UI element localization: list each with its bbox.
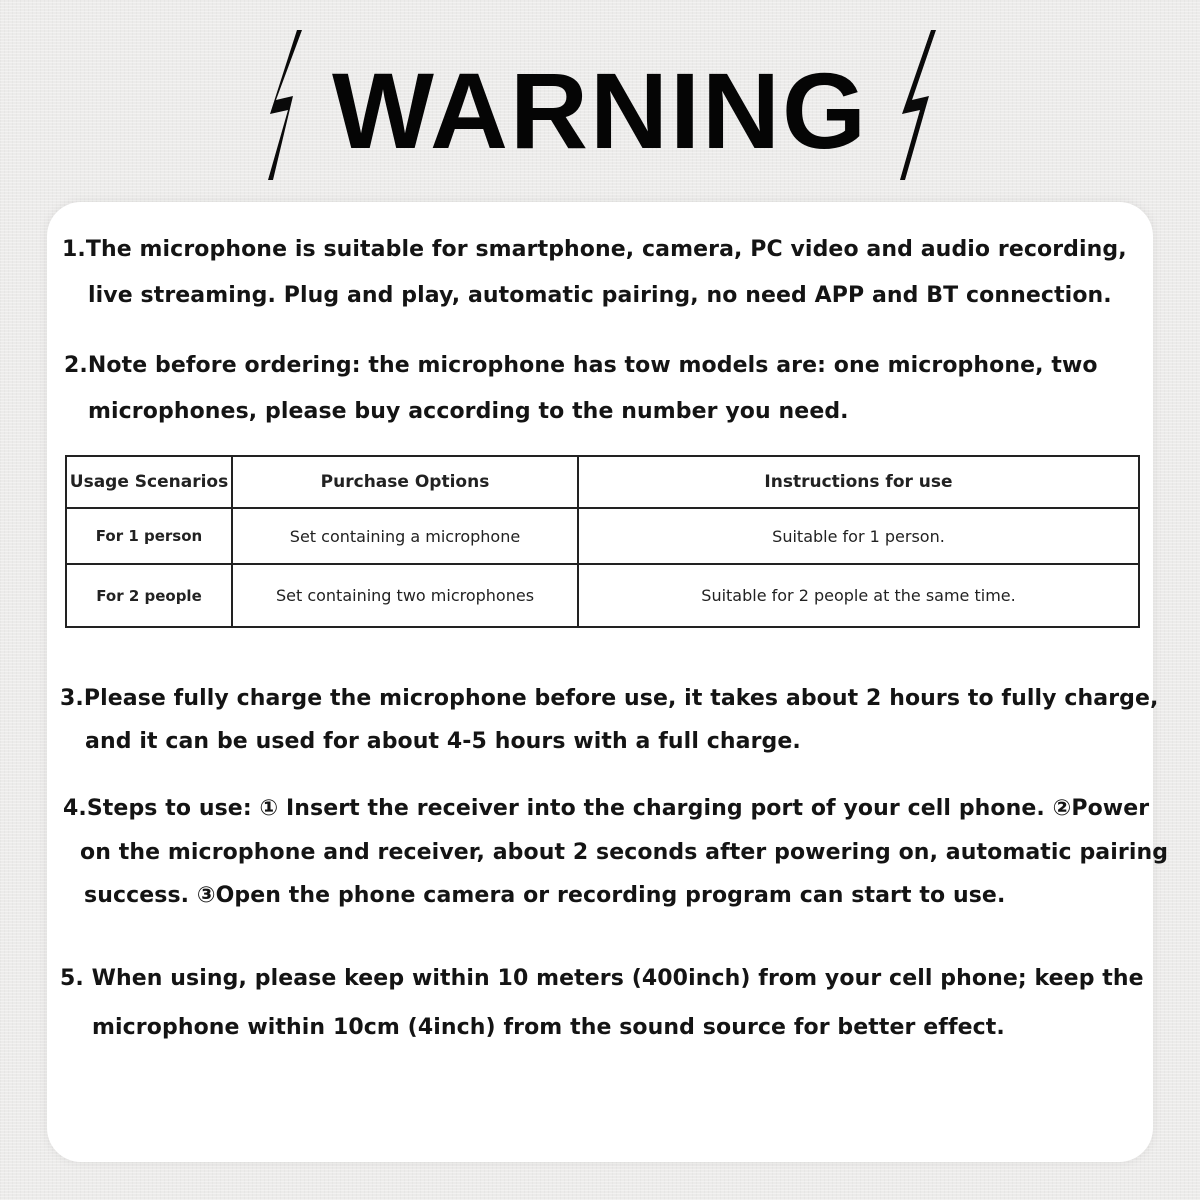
note-1-line-2: live streaming. Plug and play, automatic pairing, no need APP and BT connection. [88,283,1112,308]
purchase-option-cell: Set containing a microphone [232,508,578,564]
header-instructions: Instructions for use [578,456,1139,508]
table-row [66,564,1139,627]
note-5-line-2: microphone within 10cm (4inch) from the sound source for better effect. [92,1015,1005,1040]
instruction-cell: Suitable for 1 person. [578,508,1139,564]
note-3-line-2: and it can be used for about 4-5 hours with a full charge. [85,729,801,754]
note-3-line-1: 3.Please fully charge the microphone before use, it takes about 2 hours to fully charge, [60,686,1159,711]
purchase-option-cell: Set containing two microphones [232,564,578,627]
note-2-line-1: 2.Note before ordering: the microphone has tow models are: one microphone, two [64,353,1098,378]
note-4-line-2: on the microphone and receiver, about 2 seconds after powering on, automatic pairing [80,840,1169,865]
note-4-line-1: 4.Steps to use: ① Insert the receiver into the charging port of your cell phone. ②Power [63,796,1150,821]
table-row [66,508,1139,564]
note-4-line-3: success. ③Open the phone camera or recording program can start to use. [84,883,1006,908]
header [0,30,1200,190]
note-1-line-1: 1.The microphone is suitable for smartphone, camera, PC video and audio recording, [62,237,1127,262]
header-usage-scenarios: Usage Scenarios [66,456,232,508]
lightning-bolt-icon [875,30,955,180]
note-5-line-1: 5. When using, please keep within 10 meters (400inch) from your cell phone; keep the [60,966,1144,991]
instruction-cell: Suitable for 2 people at the same time. [578,564,1139,627]
usage-scenario-cell: For 2 people [66,564,232,627]
header-purchase-options: Purchase Options [232,456,578,508]
usage-scenario-cell: For 1 person [66,508,232,564]
note-2-line-2: microphones, please buy according to the number you need. [88,399,849,424]
warning-title: WARNING [332,49,868,171]
purchase-options-table [65,455,1140,628]
table-header-row [66,456,1139,508]
